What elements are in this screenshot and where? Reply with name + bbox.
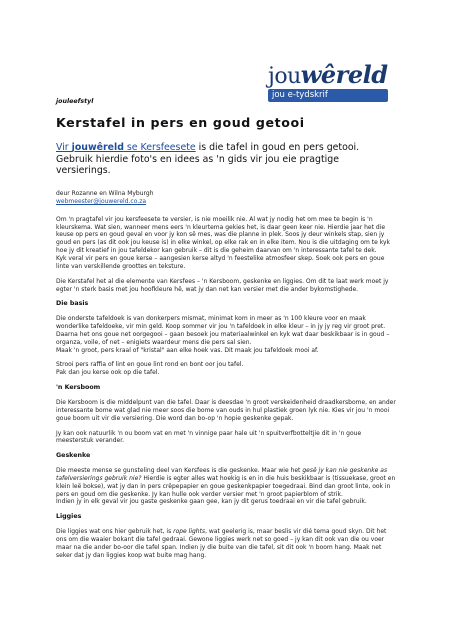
author-email-link[interactable]: webmeester@jouwereld.co.za [56, 197, 147, 205]
paragraph-text: Daarna het ons goue net oorgegooi – gaan besoek jou materiaalwinkel en kyk wat daar beskikbaar is in goud – organza, voile, of net – enigiets waardeur mens die pers sal sien. [56, 330, 390, 346]
paragraph [56, 315, 396, 354]
paragraph-text: Die onderste tafeldoek is van donkerpers mismat, minimat kom in meer as 'n 100 kleure voor en maak wonderlike tafeldoeke, vir min geld. Koop sommer vir jou 'n tafeldoek in elke kleur – in jy jy reg vir groot pret. [56, 315, 386, 331]
paragraph-text: Kyk veral vir pers en goue kerse – aangesien kerse altyd 'n feestelike atmosfeer skep. Soek ook pers en goue linte van verskillende groottes en teksture. [56, 255, 385, 270]
article-body [56, 216, 396, 560]
paragraph-text: Strooi pers raffia of lint en goue lint rond en bont oor jou tafel. [56, 361, 244, 369]
paragraph-italic: gesê jy kan nie geskenke as tafelversierings gebruik nie? [56, 467, 388, 482]
intro-text-1: is die tafel in goud en pers getooi. [195, 142, 360, 153]
paragraph-text: Indien jy in elk geval vir jou gaste geskenke gaan gee, kan jy dit gerus toedraai en vir die tafel gebruik. [56, 498, 367, 506]
link-suffix: se Kersfeesete [123, 142, 196, 153]
paragraph-italic: rope lights [173, 528, 206, 536]
paragraph-text: Pak dan jou kerse ook op die tafel. [56, 369, 160, 377]
paragraph-text: Maak 'n groot, pers kraal of "kristal" aan elke hoek vas. Dit maak jou tafeldoek mooi af. [56, 346, 319, 354]
byline-authors: deur Rozanne en Wilna Myburgh [56, 189, 154, 197]
paragraph-text: Om 'n pragtafel vir jou kersfeesete te versier, is nie moeilik nie. Al wat jy nodig het om mee te begin is 'n kleurskema. Wat sien, wanneer mens eers 'n kleurtema gekies het, is daar geen keer nie. Hierdie jaar het die keuse op pers en goud geval en voor jy kon sê mes, was die planne in plek. Soos jy deur winkels stap, sien jy goud en pers (as dit ook jou keuse is) in elke winkel, op elke rak en in elke item. Nou is die uitdaging om te kyk hoe jy dit kreatief in jou tafeldekor kan gebruik – dit is die geheim daarvan om 'n interessante tafel te dek. [56, 215, 390, 255]
paragraph: Die Kerstafel het al die elemente van Kersfees – 'n Kersboom, geskenke en liggies. Om dit te laat werk moet jy egter 'n sterk basis met jou hoofkleure hê, wat jy dan net kan versier met die ander bykomstighede. [56, 277, 389, 293]
paragraph-text: , wat geelerig is, maar beslis vir dié tema goud skyn. Dit het ons om die waaier bokant die tafel gedraai. Gewone liggies werk net so goed – jy kan dit ook van die ou voer maar na die ander bo-oor die tafel span. Indien jy die buite van die tafel, sit dit ook 'n boom hang. Maak net seker dat jy dan liggies koop wat buite mag hang. [56, 528, 387, 559]
paragraph [56, 528, 396, 559]
paragraph-text: Die meeste mense se gunsteling deel van Kersfees is die geskenke. Maar wie het [56, 467, 303, 475]
heading-kersboom: 'n Kersboom [56, 384, 101, 392]
link-brand: jouwêreld [71, 142, 124, 153]
paragraph [56, 361, 396, 377]
paragraph [56, 467, 396, 506]
logo-word-wereld: wêreld [300, 60, 388, 89]
heading-liggies: Liggies [56, 513, 82, 521]
heading-geskenke: Geskenke [56, 452, 91, 460]
kersfeesete-link[interactable] [56, 142, 196, 153]
intro-text-2: Gebruik hierdie foto's en idees as 'n gids vir jou eie pragtige versierings. [56, 153, 339, 177]
link-prefix: Vir [56, 142, 72, 153]
paragraph-text: Die liggies wat ons hier gebruik het, is [56, 528, 174, 536]
paragraph: Jy kan ook natuurlik 'n ou boom vat en met 'n vinnige paar hale uit 'n spuitverfbotteltjie dit in 'n goue meesterstuk verander. [56, 429, 362, 445]
paragraph: Die Kersboom is die middelpunt van die tafel. Daar is deesdae 'n groot verskeidenheid draadkersbome, en ander interessante bome wat glad nie meer soos die bome van ouds in hul plastiek groen lyk nie. Kies vir jou 'n mooi goue boom uit vir die versiering. Die word dan bo-op 'n hopie geskenke gepak. [56, 398, 396, 422]
heading-basis: Die basis [56, 300, 89, 308]
section-tag: jouleefstyl [56, 98, 94, 105]
byline-email-line [56, 198, 396, 206]
logo-wordmark [268, 60, 388, 89]
logo-word-jou: jou [268, 64, 301, 89]
article-title: Kerstafel in pers en goud getooi [56, 115, 305, 130]
article [56, 98, 396, 566]
paragraph-text: Hierdie is egter alles wat hoekig is en in die huis beskikbaar is (tissuekase, groot en klein leë bokse), wat jy dan in pers crêpepapier en goue geskenkpapier toegedraai. Bind dan groot linte, ook in pers en goud om die geskenke. Jy kan hulle ook verder versier met 'n groot papierblom of strik. [56, 474, 396, 498]
article-intro [56, 142, 396, 177]
paragraph [56, 216, 396, 271]
logo-tagline: jou e-tydskrif [268, 89, 388, 102]
